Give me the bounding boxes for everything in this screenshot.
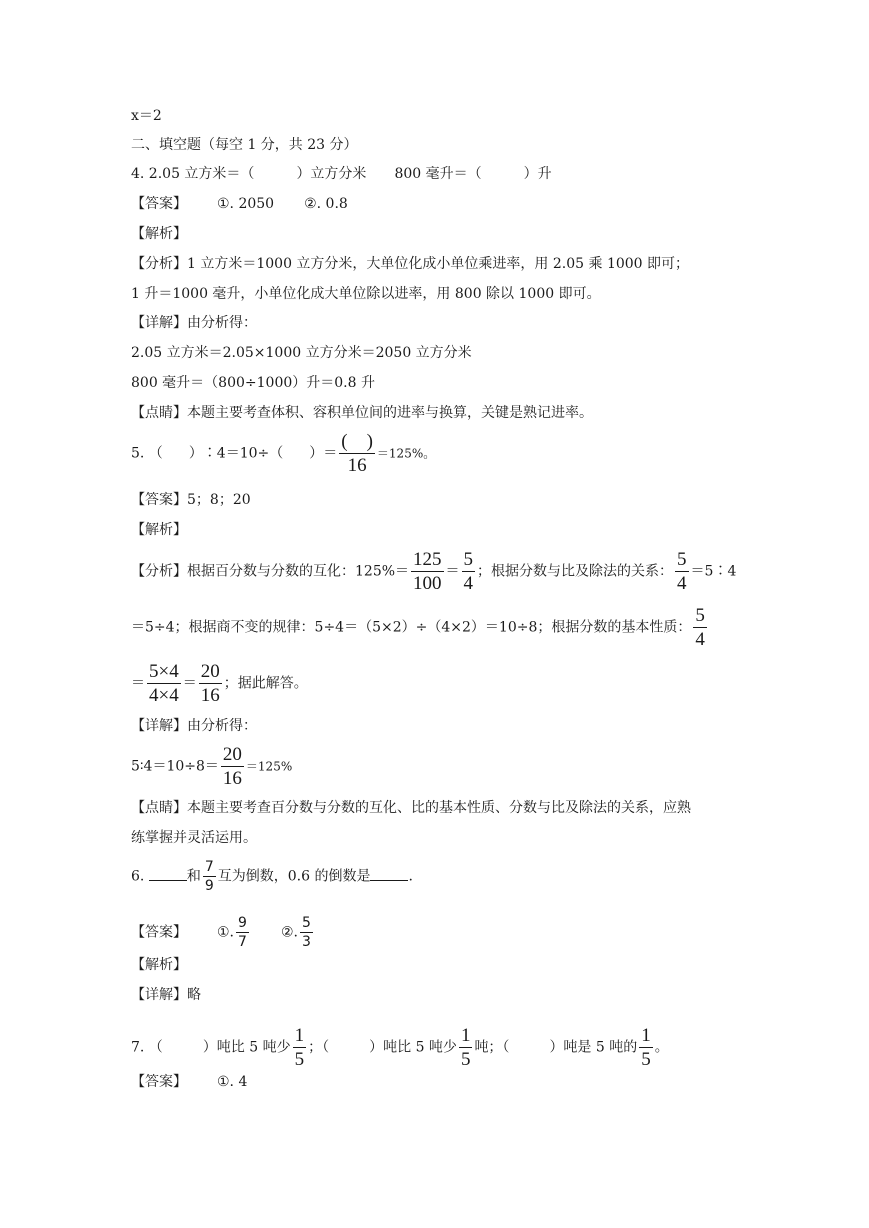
analysis-text: 【分析】1 立方米＝1000 立方分米，大单位化成小单位乘进率，用 2.05 乘 1000 即可； — [131, 256, 690, 272]
fraction: $\frac{5}{4}$ — [677, 549, 687, 594]
answer-4 — [131, 194, 348, 214]
fraction: $\frac{20}{16}$ — [222, 744, 242, 789]
answer-tag: 【答案】 — [131, 196, 187, 212]
answer-value: ①. 2050 — [217, 196, 275, 212]
fill-blank — [370, 868, 408, 881]
question-7: 7. （ ）吨比 5 吨少 $\frac{1}{5}$ ；（ ）吨比 5 吨少 $\frac{1}{5}$ 吨；（ ）吨是 5 吨的 $\frac{1}{5}$ 。 — [131, 1025, 669, 1070]
question-5 — [131, 432, 435, 475]
q5-part: 5. （ — [131, 445, 163, 462]
q4-part: 4. 2.05 立方米＝（ — [131, 166, 255, 182]
fraction: $\frac{5}{3}$ — [301, 915, 311, 950]
analysis-tag: 【解析】 — [131, 226, 187, 242]
analysis-tag: 【解析】 — [131, 522, 187, 538]
analysis-text: 【分析】根据百分数与分数的互化：125%＝ $\frac{125}{100}$ ＝ $\frac{5}{4}$ ；根据分数与比及除法的关系： $\frac{5}{4}$ ＝5∶4 — [131, 549, 737, 594]
fraction: $\frac{20}{16}$ — [200, 661, 220, 706]
fraction: $\frac{5}{4}$ — [463, 549, 474, 594]
fraction: $\frac{1}{5}$ — [641, 1025, 651, 1070]
analysis-text: 1 升＝1000 毫升，小单位化成大单位除以进率，用 800 除以 1000 即可。 — [131, 286, 601, 302]
answer-value: ②. 0.8 — [304, 196, 348, 212]
fraction: $\frac{9}{7}$ — [238, 915, 247, 950]
fraction: $\frac{7}{9}$ — [204, 859, 214, 894]
detail-text: 2.05 立方米＝2.05×1000 立方分米＝2050 立方分米 — [131, 345, 472, 361]
question-4 — [131, 164, 552, 184]
fraction: $\frac{1}{5}$ — [460, 1025, 471, 1070]
q4-part: ）立方分米 — [296, 166, 367, 182]
answer-6: 【答案】 ①. $\frac{9}{7}$ ②. $\frac{5}{3}$ — [131, 915, 311, 950]
fraction: $\frac{5\times 4}{4\times 4}$ — [149, 661, 179, 706]
detail-text: 【详解】略 — [131, 987, 201, 1003]
fraction: $\frac{125}{100}$ — [413, 549, 442, 594]
detail-tag: 【详解】由分析得： — [131, 315, 257, 331]
q5-part: ）∶4＝10÷（ — [188, 445, 284, 462]
detail-tag: 【详解】由分析得： — [131, 718, 257, 734]
answer-5: 【答案】5；8；20 — [131, 492, 251, 508]
text-line: x＝2 — [131, 108, 162, 124]
fill-blank — [149, 868, 187, 881]
q5-part: ＝125%。 — [376, 446, 436, 461]
detail-text: 5∶4＝10÷8＝ $\frac{20}{16}$ ＝125% — [131, 744, 293, 789]
analysis-tag: 【解析】 — [131, 957, 187, 973]
q5-part: ）＝ — [309, 445, 338, 462]
comment-text: 练掌握并灵活运用。 — [131, 830, 257, 846]
fraction: $\frac{1}{5}$ — [294, 1025, 305, 1070]
fraction: $\frac{5}{4}$ — [695, 605, 705, 650]
fraction: $\frac{( )}{16}$ — [341, 431, 373, 476]
analysis-text: ＝5÷4；根据商不变的规律：5÷4＝（5×2）÷（4×2）＝10÷8；根据分数的基本性质： $\frac{5}{4}$ — [131, 605, 705, 650]
comment-text: 【点睛】本题主要考查体积、容积单位间的进率与换算，关键是熟记进率。 — [131, 405, 593, 421]
section-heading: 二、填空题（每空 1 分，共 23 分） — [131, 137, 358, 153]
comment-text: 【点睛】本题主要考查百分数与分数的互化、比的基本性质、分数与比及除法的关系，应熟 — [131, 800, 691, 816]
detail-text: 800 毫升＝（800÷1000）升＝0.8 升 — [131, 375, 375, 391]
analysis-text: ＝ $\frac{5\times 4}{4\times 4}$ ＝ $\frac{20}{16}$ ；据此解答。 — [131, 661, 308, 706]
answer-7: 【答案】 ①. 4 — [131, 1074, 248, 1090]
q4-part: 800 毫升＝（ — [394, 166, 482, 182]
q4-part: ）升 — [523, 166, 552, 182]
question-6: 6. 和 $\frac{7}{9}$ 互为倒数，0.6 的倒数是 . — [131, 859, 413, 894]
